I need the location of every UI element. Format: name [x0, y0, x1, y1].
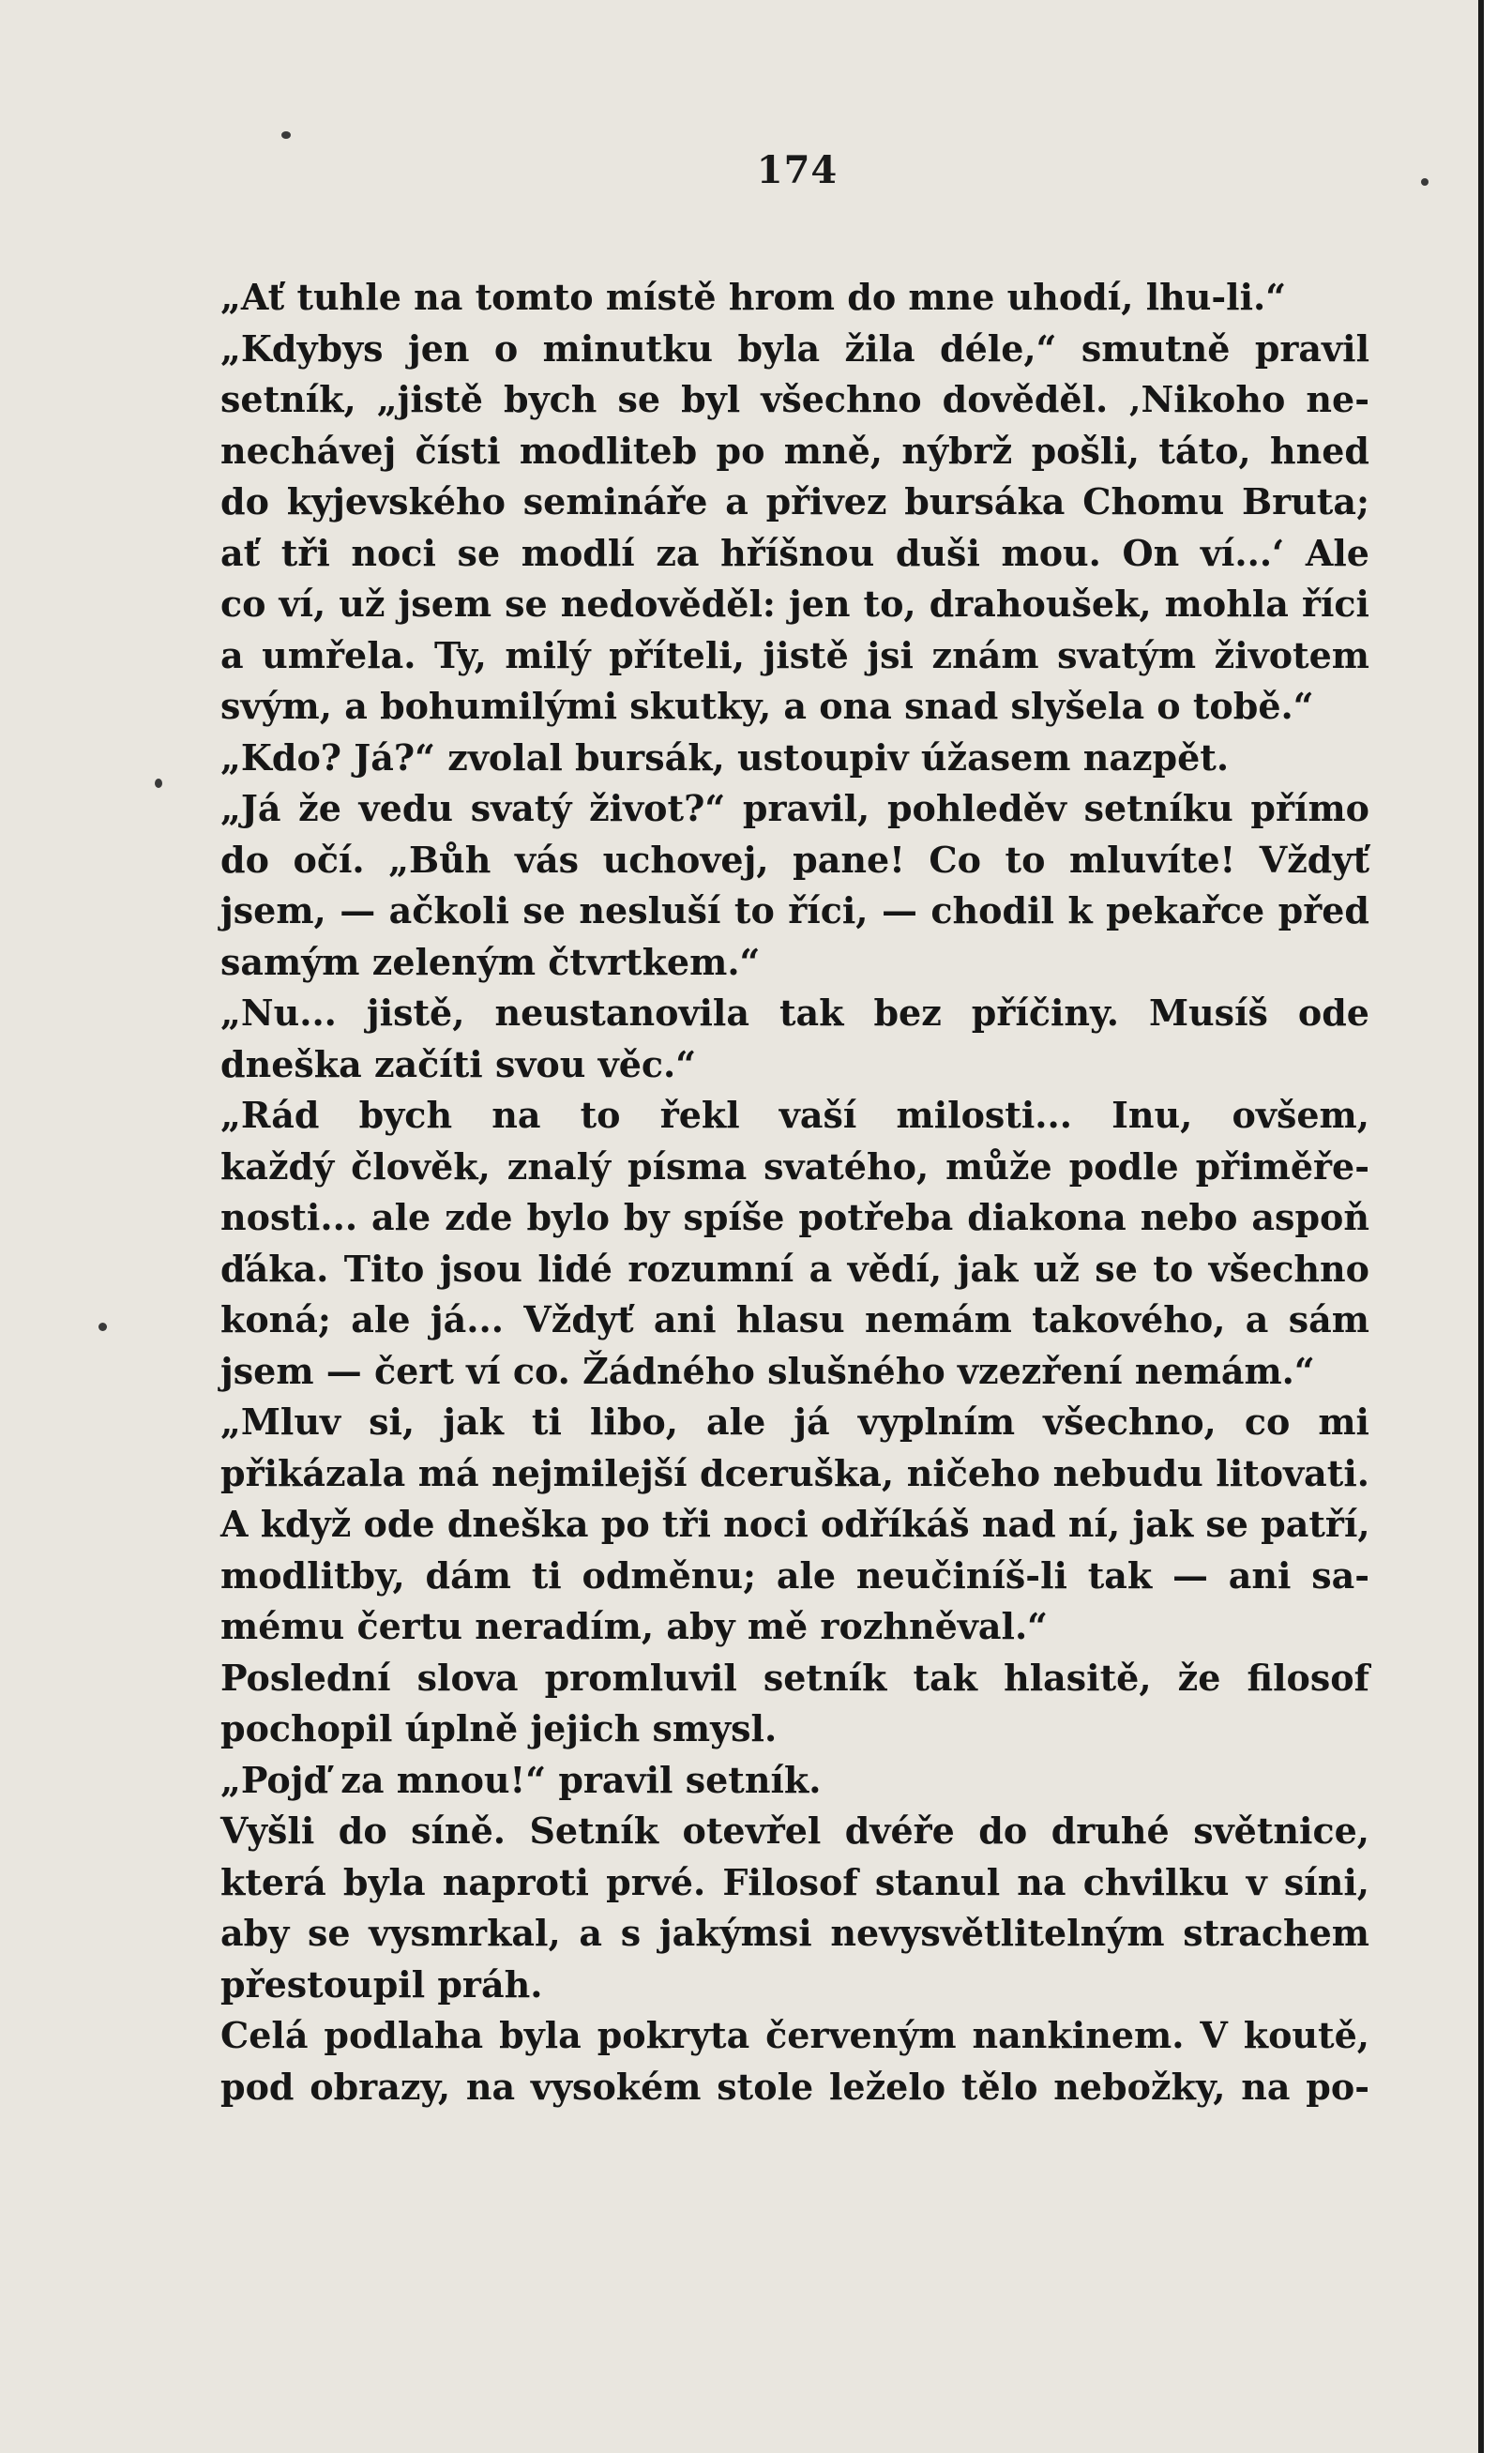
text-line: „Pojď za mnou!“ pravil setník.: [220, 1758, 822, 1801]
text-line: koná; ale já... Vždyť ani hlasu nemám takového, a sám: [220, 1298, 1369, 1340]
page-number: 174: [756, 148, 839, 192]
text-line: „Mluv si, jak ti libo, ale já vyplním všechno, co mi: [220, 1401, 1369, 1443]
text-line: „Ať tuhle na tomto místě hrom do mne uhodí, lhu-li.“: [220, 276, 1287, 318]
text-line: „Kdybys jen o minutku byla žila déle,“ smutně pravil: [220, 326, 1369, 370]
text-line: jsem — čert ví co. Žádného slušného vzezření nemám.“: [220, 1349, 1315, 1392]
text-line: „Já že vedu svatý život?“ pravil, pohleděv setníku přímo: [220, 787, 1369, 829]
text-line: aby se vysmrkal, a s jakýmsi nevysvětlitelným strachem: [220, 1912, 1369, 1954]
text-line: A když ode dneška po tři noci odříkáš nad ní, jak se patří,: [220, 1503, 1370, 1545]
text-line: co ví, už jsem se nedověděl: jen to, drahoušek, mohla říci: [220, 583, 1369, 625]
ink-speck: [155, 779, 162, 788]
text-line: „Rád bych na to řekl vaší milosti... Inu, ovšem,: [220, 1094, 1369, 1136]
text-line: mému čertu neradím, aby mě rozhněval.“: [220, 1605, 1049, 1647]
text-line: Celá podlaha byla pokryta červeným nankinem. V koutě,: [220, 2014, 1369, 2056]
text-line: „Kdo? Já?“ zvolal bursák, ustoupiv úžasem nazpět.: [220, 735, 1230, 779]
text-line: Vyšli do síně. Setník otevřel dvéře do druhé světnice,: [220, 1809, 1369, 1852]
text-line: dneška začíti svou věc.“: [220, 1042, 697, 1085]
text-line: modlitby, dám ti odměnu; ale neučiníš-li tak — ani sa-: [220, 1553, 1369, 1597]
text-line: svým, a bohumilými skutky, a ona snad slyšela o tobě.“: [220, 685, 1314, 727]
text-line: „Nu... jistě, neustanovila tak bez příčiny. Musíš ode: [220, 992, 1369, 1034]
text-line: pod obrazy, na vysokém stole leželo tělo nebožky, na po-: [220, 2065, 1369, 2108]
text-line: která byla naproti prvé. Filosof stanul na chvilku v síni,: [220, 1860, 1369, 1903]
text-line: každý člověk, znalý písma svatého, může podle přiměře-: [220, 1144, 1369, 1188]
ink-speck: [281, 131, 291, 139]
body-text: [220, 272, 1369, 2112]
ink-speck: [98, 1323, 107, 1331]
text-line: přikázala má nejmilejší dceruška, ničeho nebudu litovati.: [220, 1451, 1369, 1494]
text-line: setník, „jistě bych se byl všechno dověděl. ‚Nikoho ne-: [220, 378, 1369, 420]
text-line: Poslední slova promluvil setník tak hlasitě, že filosof: [220, 1656, 1369, 1699]
text-line: nechávej čísti modliteb po mně, nýbrž pošli, táto, hned: [220, 429, 1369, 472]
text-line: a umřela. Ty, milý příteli, jistě jsi znám svatým životem: [220, 633, 1369, 676]
text-line: samým zeleným čtvrtkem.“: [220, 940, 761, 983]
text-line: do očí. „Bůh vás uchovej, pane! Co to mluvíte! Vždyť: [220, 838, 1369, 881]
text-line: přestoupil práh.: [220, 1962, 543, 2006]
text-line: ďáka. Tito jsou lidé rozumní a vědí, jak už se to všechno: [220, 1247, 1369, 1290]
text-line: jsem, — ačkoli se nesluší to říci, — chodil k pekařce před: [220, 889, 1369, 931]
text-line: do kyjevského semináře a přivez bursáka Chomu Bruta;: [220, 480, 1369, 522]
text-line: nosti... ale zde bylo by spíše potřeba diakona nebo aspoň: [220, 1196, 1369, 1238]
page-margin-white: [1484, 0, 1512, 2453]
text-line: pochopil úplně jejich smysl.: [220, 1707, 778, 1749]
text-line: ať tři noci se modlí za hříšnou duši mou. On ví...‘ Ale: [220, 531, 1369, 574]
